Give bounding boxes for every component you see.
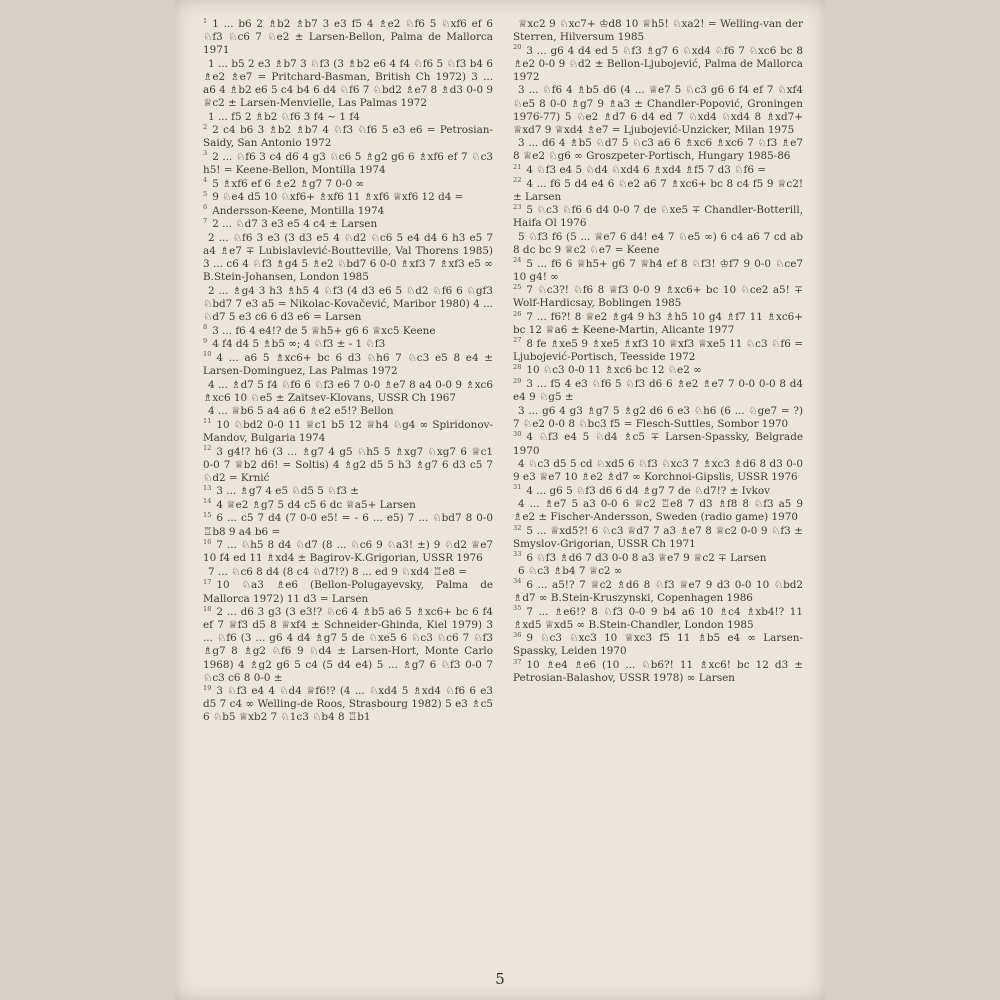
note-text: 3 ... f5 4 e3 ♘f6 5 ♘f3 d6 6 ♗e2 ♗e7 7 0-0 0-0 8 d4 e4 9 ♘g5 ±	[513, 378, 803, 404]
annotation-note	[513, 498, 803, 524]
annotation-note	[203, 205, 493, 218]
note-number: 25	[513, 282, 522, 291]
annotation-note	[203, 579, 493, 605]
note-number: 17	[203, 577, 212, 586]
annotation-note	[513, 565, 803, 578]
annotation-note	[513, 338, 803, 364]
note-text: 7 ♘c3?! ♘f6 8 ♕f3 0-0 9 ♗xc6+ bc 10 ♘ce2 a5! ∓ Wolf-Hardicsay, Boblingen 1985	[513, 284, 803, 310]
note-text: 7 ... ♗e6!? 8 ♘f3 0-0 9 b4 a6 10 ♗c4 ♗xb4!? 11 ♗xd5 ♕xd5 ∞ B.Stein-Chandler, London 1985	[513, 605, 803, 631]
annotation-note	[203, 111, 493, 124]
notes-columns	[203, 18, 803, 963]
note-text: 6 ... c5 7 d4 (7 0-0 e5! = - 6 ... e5) 7 ... ♘bd7 8 0-0 ♖b8 9 a4 b6 =	[203, 512, 493, 538]
note-text: 5 ♗xf6 ef 6 ♗e2 ♗g7 7 0-0 ∞	[212, 177, 365, 190]
note-text: 7 ... f6?! 8 ♕e2 ♗g4 9 h3 ♗h5 10 g4 ♗f7 11 ♗xc6+ bc 12 ♕a6 ± Keene-Martin, Alicante 1977	[513, 311, 803, 337]
note-text: 5 ♘c3 ♘f6 6 d4 0-0 7 de ♘xe5 ∓ Chandler-Botterill, Haifa Ol 1976	[513, 204, 803, 230]
note-text: 3 ... ♘f6 4 ♗b5 d6 (4 ... ♕e7 5 ♘c3 g6 6 f4 ef 7 ♘xf4 ♘e5 8 0-0 ♗g7 9 ♗a3 ± Chandler-Popović, Groningen 1976-77) 5 ♘e2 ♗d7 6 d4 ed 7 ♘xd4 ♘xd4 8 ♗xd7+ ♕xd7 9 ♕xd4 ♗e7 = Ljubojević-Unzicker, Milan 1975	[513, 84, 803, 136]
note-text: 2 c4 b6 3 ♗b2 ♗b7 4 ♘f3 ♘f6 5 e3 e6 = Petrosian-Saidy, San Antonio 1972	[203, 124, 493, 150]
annotation-note	[513, 659, 803, 685]
note-text: 2 ... d6 3 g3 (3 e3!? ♘c6 4 ♗b5 a6 5 ♗xc6+ bc 6 f4 ef 7 ♕f3 d5 8 ♕xf4 ± Schneider-Ghinda, Kiel 1979) 3 ... ♘f6 (3 ... g6 4 d4 ♗g7 5 de ♘xe5 6 ♘c3 ♘c6 7 ♘f3 ♗g7 8 ♗g2 ♘f6 9 ♘d4 ± Larsen-Hort, Monte Carlo 1968) 4 ♗g2 g6 5 c4 (5 d4 e4) 5 ... ♗g7 6 ♘f3 0-0 7 ♘c3 c6 8 0-0 ±	[203, 606, 493, 684]
note-text: 4 ... a6 5 ♗xc6+ bc 6 d3 ♘h6 7 ♘c3 e5 8 e4 ± Larsen-Dominguez, Las Palmas 1972	[203, 351, 493, 377]
annotation-note	[513, 164, 803, 177]
note-text: 10 ♘a3 ♗e6 (Bellon-Polugayevsky, Palma de Mallorca 1972) 11 d3 = Larsen	[203, 579, 493, 605]
annotation-note	[513, 18, 803, 44]
annotation-note	[513, 378, 803, 404]
annotation-note	[513, 258, 803, 284]
note-number: 28	[513, 362, 522, 371]
note-text: 10 ♗e4 ♗e6 (10 ... ♘b6?! 11 ♗xc6! bc 12 d3 ± Petrosian-Balashov, USSR 1978) ∞ Larsen	[513, 659, 803, 685]
note-text: 3 ... g6 4 d4 ed 5 ♘f3 ♗g7 6 ♘xd4 ♘f6 7 ♘xc6 bc 8 ♗e2 0-0 9 ♘d2 ± Bellon-Ljubojević, Palma de Mallorca 1972	[513, 44, 803, 83]
annotation-note	[513, 485, 803, 498]
note-number: 33	[513, 550, 522, 559]
note-text: 5 ... ♕xd5?! 6 ♘c3 ♕d7 7 a3 ♗e7 8 ♕c2 0-0 9 ♘f3 ± Smyslov-Grigorian, USSR Ch 1971	[513, 525, 803, 551]
note-text: 4 f4 d4 5 ♗b5 ∞; 4 ♘f3 ± - 1 ♘f3	[212, 338, 386, 351]
note-text: 4 ... ♕b6 5 a4 a6 6 ♗e2 e5!? Bellon	[208, 405, 394, 418]
note-number: 1	[203, 16, 208, 25]
note-text: 6 ♘f3 ♗d6 7 d3 0-0 8 a3 ♕e7 9 ♕c2 ∓ Larsen	[526, 551, 767, 564]
annotation-note	[203, 499, 493, 512]
note-number: 7	[203, 216, 208, 225]
annotation-note	[513, 431, 803, 457]
note-number: 15	[203, 511, 212, 519]
note-text: Andersson-Keene, Montilla 1974	[212, 204, 385, 217]
note-number: 13	[203, 483, 212, 492]
annotation-note	[513, 231, 803, 257]
note-text: 8 fe ♗xe5 9 ♗xe5 ♗xf3 10 ♕xf3 ♕xe5 11 ♘c3 ♘f6 = Ljubojević-Portisch, Teesside 1972	[513, 337, 803, 363]
note-number: 5	[203, 189, 208, 198]
annotation-note	[203, 58, 493, 110]
note-number: 27	[513, 336, 522, 345]
annotation-note	[203, 232, 493, 284]
note-number: 6	[203, 203, 208, 212]
annotation-note	[203, 151, 493, 177]
note-number: 21	[513, 162, 522, 171]
annotation-note	[203, 685, 493, 724]
annotation-note	[513, 84, 803, 136]
note-number: 14	[203, 497, 212, 506]
note-number: 34	[513, 577, 522, 586]
note-number: 19	[203, 683, 212, 692]
note-number: 16	[203, 537, 212, 546]
note-number: 10	[203, 350, 212, 359]
note-text: 9 ♘c3 ♘xc3 10 ♕xc3 f5 11 ♗b5 e4 ∞ Larsen-Spassky, Leiden 1970	[513, 632, 803, 658]
note-text: 2 ... ♘d7 3 e3 e5 4 c4 ± Larsen	[212, 218, 378, 231]
note-number: 37	[513, 657, 522, 666]
note-number: 20	[513, 43, 522, 52]
annotation-note	[203, 191, 493, 204]
note-text: 4 ... ♗d7 5 f4 ♘f6 6 ♘f3 e6 7 0-0 ♗e7 8 a4 0-0 9 ♗xc6 ♗xc6 10 ♘e5 ± Zaitsev-Klovans, USSR Ch 1967	[203, 378, 493, 404]
note-number: 2	[203, 122, 208, 131]
annotation-note	[203, 606, 493, 685]
note-number: 22	[513, 176, 522, 185]
note-text: 6 ♘c3 ♗b4 7 ♕c2 ∞	[518, 565, 623, 578]
note-text: 7 ... ♘c6 8 d4 (8 c4 ♘d7!?) 8 ... ed 9 ♘xd4 ♖e8 =	[208, 565, 467, 578]
note-text: 4 ♕e2 ♗g7 5 d4 c5 6 dc ♕a5+ Larsen	[216, 498, 416, 511]
annotation-note	[513, 552, 803, 565]
note-text: 1 ... b5 2 e3 ♗b7 3 ♘f3 (3 ♗b2 e6 4 f4 ♘f6 5 ♘f3 b4 6 ♗e2 ♗e7 = Pritchard-Basman, British Ch 1972) 3 ... a6 4 ♗b2 e6 5 c4 b4 6 d4 ♘f6 7 ♘bd2 ♗e7 8 ♗d3 0-0 9 ♕c2 ± Larsen-Menvielle, Las Palmas 1972	[203, 57, 493, 110]
note-text: 9 ♘e4 d5 10 ♘xf6+ ♗xf6 11 ♗xf6 ♕xf6 12 d4 =	[212, 191, 464, 204]
annotation-note	[513, 579, 803, 605]
annotation-note	[513, 364, 803, 377]
note-number: 31	[513, 483, 522, 492]
note-text: 10 ♘bd2 0-0 11 ♕c1 b5 12 ♕h4 ♘g4 ∞ Spiridonov-Mandov, Bulgaria 1974	[203, 418, 493, 444]
annotation-note	[513, 525, 803, 551]
note-text: 2 ... ♘f6 3 c4 d6 4 g3 ♘c6 5 ♗g2 g6 6 ♗xf6 ef 7 ♘c3 h5! = Keene-Bellon, Montilla 1974	[203, 150, 493, 177]
note-number: 9	[203, 336, 208, 345]
note-text: 4 ♘c3 d5 5 cd ♘xd5 6 ♘f3 ♘xc3 7 ♗xc3 ♗d6 8 d3 0-0 9 e3 ♕e7 10 ♗e2 ♗d7 ∞ Korchnoi-Gipslis, USSR 1976	[513, 458, 803, 484]
note-text: 3 ... d6 4 ♗b5 ♘d7 5 ♘c3 a6 6 ♗xc6 ♗xc6 7 ♘f3 ♗e7 8 ♕e2 ♘g6 ∞ Groszpeter-Portisch, Hungary 1985-86	[513, 137, 803, 163]
note-number: 18	[203, 604, 212, 613]
annotation-note	[203, 539, 493, 565]
annotation-note	[203, 446, 493, 485]
annotation-note	[203, 124, 493, 150]
left-notes-column	[203, 18, 493, 963]
note-text: ♕xc2 9 ♘xc7+ ♔d8 10 ♕h5! ♘xa2! = Welling-van der Sterren, Hilversum 1985	[513, 18, 803, 44]
annotation-note	[513, 632, 803, 658]
note-text: 1 ... b6 2 ♗b2 ♗b7 3 e3 f5 4 ♗e2 ♘f6 5 ♘xf6 ef 6 ♘f3 ♘c6 7 ♘e2 ± Larsen-Bellon, Palma de Mallorca 1971	[203, 18, 493, 57]
note-text: 3 ... ♗g7 4 e5 ♘d5 5 ♘f3 ±	[216, 485, 359, 498]
annotation-note	[203, 338, 493, 351]
annotation-note	[513, 311, 803, 337]
note-number: 8	[203, 323, 208, 332]
annotation-note	[203, 566, 493, 579]
annotation-note	[203, 285, 493, 324]
right-notes-column	[513, 18, 803, 963]
note-text: 1 ... f5 2 ♗b2 ♘f6 3 f4 ~ 1 f4	[208, 110, 360, 123]
note-text: 4 ... f6 5 d4 e4 6 ♘e2 a6 7 ♗xc6+ bc 8 c4 f5 9 ♕c2! ± Larsen	[513, 177, 803, 203]
annotation-note	[513, 137, 803, 163]
page-number: 5	[495, 970, 505, 988]
annotation-note	[513, 458, 803, 484]
note-text: 5 ... f6 6 ♕h5+ g6 7 ♕h4 ef 8 ♘f3! ♔f7 9 0-0 ♘ce7 10 g4! ∞	[513, 257, 803, 283]
note-number: 11	[203, 417, 212, 426]
annotation-note	[513, 204, 803, 230]
annotation-note	[513, 178, 803, 204]
annotation-note	[513, 45, 803, 84]
note-number: 30	[513, 429, 522, 438]
note-number: 35	[513, 604, 522, 613]
annotation-note	[513, 606, 803, 632]
note-number: 29	[513, 376, 522, 385]
note-text: 6 ... a5!? 7 ♕c2 ♗d6 8 ♘f3 ♕e7 9 d3 0-0 10 ♘bd2 ♗d7 ∞ B.Stein-Kruszynski, Copenhagen 1986	[513, 578, 803, 605]
note-number: 4	[203, 176, 208, 185]
annotation-note	[203, 352, 493, 378]
note-text: 4 ♘f3 e4 5 ♘d4 ♘xd4 6 ♗xd4 ♗f5 7 d3 ♘f6 =	[526, 164, 766, 177]
annotation-note	[203, 512, 493, 538]
note-text: 3 ... f6 4 e4!? de 5 ♕h5+ g6 6 ♕xc5 Keene	[212, 324, 436, 337]
annotation-note	[203, 405, 493, 418]
annotation-note	[203, 419, 493, 445]
note-text: 4 ... ♗e7 5 a3 0-0 6 ♕c2 ♖e8 7 d3 ♗f8 8 ♘f3 a5 9 ♗e2 ± Fischer-Andersson, Sweden (radio game) 1970	[513, 498, 803, 524]
note-number: 36	[513, 630, 522, 639]
annotation-note	[513, 284, 803, 310]
annotation-note	[203, 178, 493, 191]
annotation-note	[203, 218, 493, 231]
note-text: 10 ♘c3 0-0 11 ♗xc6 bc 12 ♘e2 ∞	[526, 364, 702, 377]
note-text: 5 ♘f3 f6 (5 ... ♕e7 6 d4! e4 7 ♘e5 ∞) 6 c4 a6 7 cd ab 8 dc bc 9 ♕c2 ♘e7 = Keene	[513, 231, 803, 257]
annotation-note	[203, 18, 493, 57]
note-number: 12	[203, 444, 212, 453]
note-text: 3 ♘f3 e4 4 ♘d4 ♕f6!? (4 ... ♘xd4 5 ♗xd4 ♘f6 6 e3 d5 7 c4 ∞ Welling-de Roos, Strasbourg 1982) 5 e3 ♗c5 6 ♘b5 ♕xb2 7 ♘1c3 ♘b4 8 ♖b1	[203, 685, 493, 724]
note-text: 7 ... ♘h5 8 d4 ♘d7 (8 ... ♘c6 9 ♘a3! ±) 9 ♘d2 ♕e7 10 f4 ed 11 ♗xd4 ± Bagirov-K.Grigorian, USSR 1976	[203, 539, 493, 565]
note-number: 23	[513, 202, 522, 211]
note-text: 4 ♘f3 e4 5 ♘d4 ♗c5 ∓ Larsen-Spassky, Belgrade 1970	[513, 431, 803, 457]
note-text: 4 ... g6 5 ♘f3 d6 6 d4 ♗g7 7 de ♘d7!? ± Ivkov	[526, 484, 771, 497]
note-number: 32	[513, 523, 522, 532]
note-number: 3	[203, 149, 208, 158]
note-text: 3 g4!? h6 (3 ... ♗g7 4 g5 ♘h5 5 ♗xg7 ♘xg7 6 ♕c1 0-0 7 ♕b2 d6! = Soltis) 4 ♗g2 d5 5 h3 ♗g7 6 d3 c5 7 ♘d2 = Krnić	[203, 445, 493, 484]
annotation-note	[513, 405, 803, 431]
annotation-note	[203, 379, 493, 405]
note-text: 2 ... ♗g4 3 h3 ♗h5 4 ♘f3 (4 d3 e6 5 ♘d2 ♘f6 6 ♘gf3 ♘bd7 7 e3 a5 = Nikolac-Kovačević, Maribor 1980) 4 ... ♘d7 5 e3 c6 6 d3 e6 = Larsen	[203, 284, 493, 324]
note-number: 24	[513, 256, 522, 265]
annotation-note	[203, 325, 493, 338]
note-text: 3 ... g6 4 g3 ♗g7 5 ♗g2 d6 6 e3 ♘h6 (6 ... ♘ge7 = ?) 7 ♘e2 0-0 8 ♘bc3 f5 = Flesch-Suttles, Sombor 1970	[513, 404, 803, 430]
annotation-note	[203, 485, 493, 498]
note-number: 26	[513, 309, 522, 318]
book-page	[175, 0, 825, 1000]
note-text: 2 ... ♘f6 3 e3 (3 d3 e5 4 ♘d2 ♘c6 5 e4 d4 6 h3 e5 7 a4 ♗e7 ∓ Lubislavlević-Boutteville, Val Thorens 1985) 3 ... c6 4 ♘f3 ♗g4 5 ♗e2 ♘bd7 6 0-0 ♗xf3 7 ♗xf3 e5 ∞ B.Stein-Johansen, London 1985	[203, 232, 493, 284]
